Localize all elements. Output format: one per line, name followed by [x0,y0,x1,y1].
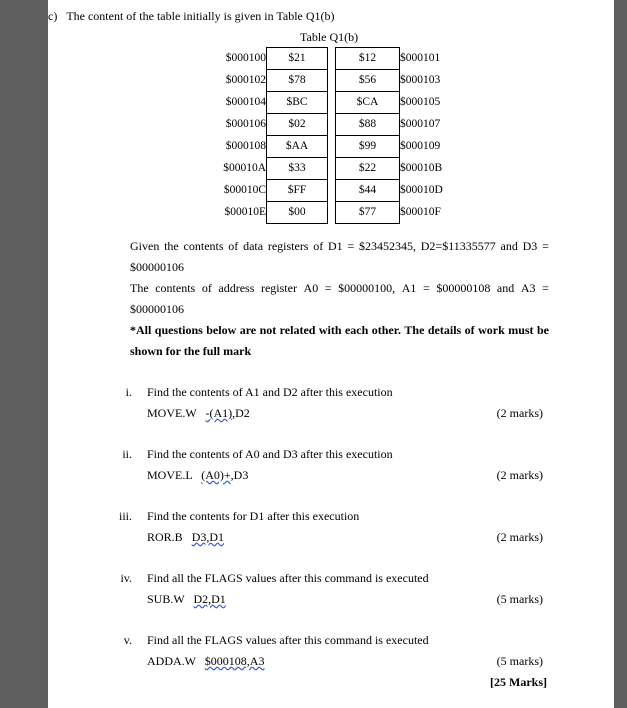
table-row [209,180,470,202]
code-opcode: MOVE.L [147,468,193,482]
code-spacer [196,406,199,420]
code-operand-tail: ,D2 [232,406,250,420]
address-registers-word: A3 [520,281,536,295]
note-word: questions [154,323,203,337]
data-registers-word: D2=$11335577 [420,239,496,253]
right-address-cell: $000103 [400,74,441,86]
address-registers-line-1 [130,281,549,295]
value-cell-1: $FF [267,180,328,202]
table-row [209,202,470,224]
note-line-2: shown for the full mark [130,344,252,358]
note-word: below [206,323,237,337]
code-operand: $000108,A3 [204,654,265,668]
gap-cell [328,180,336,202]
total-marks: [25 Marks] [490,675,547,689]
code-operand: D3,D1 [191,530,225,544]
left-address-cell: $000104 [225,96,266,108]
question-intro-text: The content of the table initially is given in Table Q1(b) [66,9,335,23]
address-registers-word: of [201,281,212,295]
table-row [209,158,470,180]
question-text: Find the contents of A0 and D3 after this execution [147,447,393,461]
value-cell-2: $77 [336,202,400,224]
right-address-cell: $00010B [400,162,443,174]
value-cell-1: $33 [267,158,328,180]
address-registers-word: contents [155,281,196,295]
note-word: work [478,323,505,337]
right-address-cell: $00010D [400,184,443,196]
note-word: with [318,323,342,337]
value-cell-2: $56 [336,70,400,92]
question-label: c) [48,9,58,23]
question-text: Find the contents for D1 after this execution [147,509,360,523]
left-address-cell: $000106 [225,118,266,130]
data-registers-word: D1 [328,239,343,253]
value-cell-1: $00 [267,202,328,224]
note-word: other. [371,323,401,337]
code-operand: (A0)+ [201,468,231,482]
data-registers-word: = [542,239,549,253]
value-cell-2: $22 [336,158,400,180]
table-row [209,136,470,158]
table-row [209,70,470,92]
memory-table [209,47,470,224]
question-code [147,468,248,482]
value-cell-2: $88 [336,114,400,136]
question-number: iv. [120,571,132,585]
address-registers-line-2: $00000106 [130,302,184,316]
gap-cell [328,48,336,70]
data-registers-word: of [313,239,324,253]
question-text: Find all the FLAGS values after this command is executed [147,633,429,647]
value-cell-2: $99 [336,136,400,158]
question-text: Find the contents of A1 and D2 after this execution [147,385,393,399]
left-address-cell: $000102 [225,74,266,86]
address-registers-word: = [422,281,430,295]
code-operand-tail: ,D3 [230,468,249,482]
address-registers-word: $00000108 [436,281,491,295]
note-word: of [464,323,475,337]
note-line-1 [130,323,549,337]
code-opcode: ADDA.W [147,654,196,668]
code-opcode: ROR.B [147,530,183,544]
value-cell-1: $BC [267,92,328,114]
left-address-cell: $00010A [223,162,266,174]
code-opcode: SUB.W [147,592,185,606]
gap-cell [328,70,336,92]
gap-cell [328,158,336,180]
data-registers-word: D3 [522,239,538,253]
address-registers-word: = [324,281,332,295]
table-row [209,48,470,70]
question-marks: (2 marks) [496,468,543,482]
question-marks: (2 marks) [496,530,543,544]
note-word: are [239,323,257,337]
gap-cell [328,202,336,224]
question-marks: (5 marks) [496,592,543,606]
table-caption: Table Q1(b) [300,30,359,44]
data-registers-word: and [500,239,518,253]
note-word: details [427,323,462,337]
right-address-cell: $00010F [400,206,441,218]
code-operand: D2,D1 [193,592,226,606]
value-cell-1: $78 [267,70,328,92]
gap-cell [328,114,336,136]
value-cell-2: $44 [336,180,400,202]
data-registers-line-1 [130,239,549,253]
question-marks: (2 marks) [496,406,543,420]
code-opcode: MOVE.W [147,406,197,420]
code-spacer [184,592,187,606]
address-registers-word: $00000100, [338,281,396,295]
gap-cell [328,92,336,114]
data-registers-word: registers [267,239,309,253]
gap-cell [328,136,336,158]
address-registers-word: = [542,281,549,295]
value-cell-2: $12 [336,48,400,70]
question-code [147,530,224,544]
question-code [147,654,264,668]
value-cell-1: $02 [267,114,328,136]
question-number: v. [123,633,132,647]
note-word: not [259,323,277,337]
note-word: be [536,323,549,337]
table-row [209,114,470,136]
value-cell-2: $CA [336,92,400,114]
data-registers-word: contents [183,239,224,253]
note-word: each [344,323,369,337]
code-spacer [183,530,186,544]
code-spacer [196,654,199,668]
address-registers-word: address [218,281,255,295]
data-registers-word: = [347,239,355,253]
table-row [209,92,470,114]
right-address-cell: $000107 [400,118,441,130]
right-address-cell: $000101 [400,52,441,64]
note-word: must [508,323,534,337]
question-code [147,592,226,606]
data-registers-word: the [164,239,179,253]
code-spacer [192,468,195,482]
address-registers-word: A0 [303,281,319,295]
data-registers-word: data [243,239,264,253]
question-marks: (5 marks) [496,654,543,668]
data-registers-word: of [228,239,239,253]
question-code [147,406,250,420]
value-cell-1: $AA [267,136,328,158]
question-number: i. [125,385,132,399]
right-address-cell: $000105 [400,96,441,108]
note-word: related [279,323,316,337]
question-number: iii. [118,509,132,523]
question-number: ii. [122,447,132,461]
left-address-cell: $000100 [225,52,266,64]
address-registers-word: The [130,281,149,295]
note-word: The [404,323,425,337]
data-registers-word: $23452345, [359,239,416,253]
left-address-cell: $00010E [224,206,266,218]
address-registers-word: A1 [401,281,417,295]
data-registers-word: Given [130,239,160,253]
data-registers-line-2: $00000106 [130,260,184,274]
code-operand: -(A1) [205,406,233,420]
question-text: Find all the FLAGS values after this command is executed [147,571,429,585]
right-address-cell: $000109 [400,140,441,152]
question-intro [48,9,335,23]
note-word: *All [130,323,152,337]
address-registers-word: register [260,281,297,295]
value-cell-1: $21 [267,48,328,70]
address-registers-word: and [496,281,515,295]
left-address-cell: $000108 [225,140,266,152]
left-address-cell: $00010C [223,184,266,196]
